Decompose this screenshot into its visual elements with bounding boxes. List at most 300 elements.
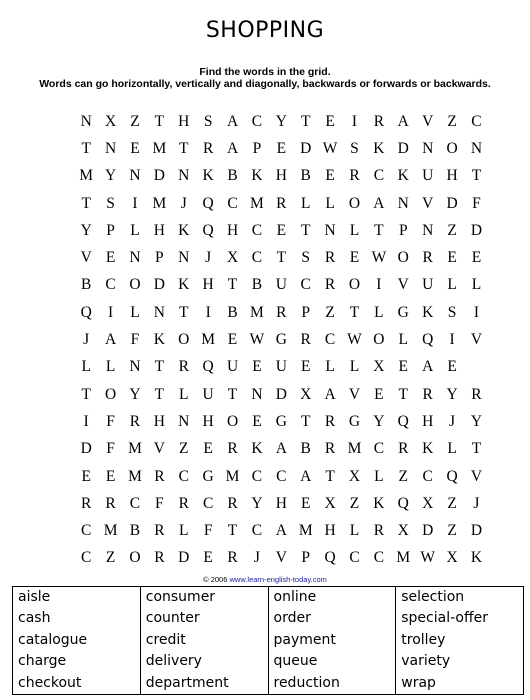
- grid-letter: L: [179, 522, 189, 540]
- grid-letter: N: [422, 221, 434, 239]
- website-link[interactable]: www.learn-english-today.com: [229, 575, 327, 584]
- grid-row: [74, 463, 483, 490]
- grid-letter: E: [300, 358, 311, 376]
- grid-letter: Y: [129, 385, 141, 403]
- grid-letter: Z: [447, 522, 457, 540]
- grid-letter: V: [80, 249, 92, 267]
- grid-letter: R: [81, 494, 92, 512]
- grid-letter: S: [350, 139, 359, 157]
- grid-letter: H: [226, 221, 239, 239]
- grid-letter: W: [420, 549, 435, 567]
- grid-letter: T: [81, 385, 91, 403]
- grid-letter: P: [155, 249, 164, 267]
- letter-grid: [74, 108, 483, 572]
- grid-row: [74, 436, 482, 463]
- grid-letter: Q: [397, 412, 409, 430]
- grid-letter: Q: [324, 549, 336, 567]
- grid-letter: V: [422, 112, 434, 130]
- grid-letter: E: [105, 249, 116, 267]
- grid-letter: Z: [325, 303, 335, 321]
- grid-letter: A: [275, 522, 287, 540]
- grid-row: [74, 108, 482, 135]
- grid-row: [74, 408, 483, 435]
- word-list-item: selection: [401, 589, 465, 605]
- grid-letter: R: [227, 549, 238, 567]
- grid-letter: R: [324, 412, 336, 430]
- grid-letter: M: [103, 522, 118, 540]
- grid-letter: T: [227, 522, 238, 540]
- grid-letter: C: [471, 112, 482, 130]
- word-list-item: payment: [273, 631, 336, 648]
- grid-letter: L: [130, 221, 140, 239]
- grid-letter: O: [373, 331, 385, 349]
- grid-row: [74, 217, 483, 244]
- grid-row: [74, 299, 480, 326]
- grid-letter: C: [251, 467, 263, 485]
- grid-letter: Q: [202, 358, 214, 376]
- word-list-item: catalogue: [18, 631, 88, 648]
- grid-letter: L: [130, 303, 140, 321]
- grid-letter: Y: [275, 112, 287, 130]
- word-list-item: department: [145, 674, 229, 691]
- grid-letter: O: [129, 549, 141, 567]
- grid-row: [74, 381, 482, 408]
- grid-letter: O: [446, 139, 458, 157]
- grid-letter: U: [226, 358, 239, 376]
- grid-letter: E: [81, 467, 91, 485]
- grid-letter: M: [225, 467, 240, 485]
- grid-letter: Q: [422, 331, 434, 349]
- grid-letter: E: [203, 440, 213, 458]
- grid-letter: O: [348, 276, 361, 294]
- word-column-2: [140, 587, 268, 695]
- grid-letter: H: [178, 112, 190, 130]
- grid-letter: X: [348, 467, 361, 485]
- grid-letter: O: [178, 331, 190, 349]
- grid-letter: G: [275, 412, 287, 430]
- grid-letter: A: [300, 467, 312, 485]
- grid-letter: M: [128, 440, 142, 458]
- grid-letter: E: [471, 249, 482, 267]
- grid-letter: G: [397, 303, 409, 321]
- grid-letter: F: [106, 440, 115, 458]
- grid-letter: P: [301, 303, 311, 321]
- grid-letter: N: [251, 385, 263, 403]
- grid-letter: A: [104, 331, 117, 349]
- grid-letter: X: [104, 112, 117, 130]
- grid-letter: F: [203, 522, 213, 540]
- grid-letter: L: [471, 276, 482, 294]
- grid-letter: T: [471, 167, 482, 185]
- grid-letter: X: [373, 358, 385, 376]
- grid-letter: T: [179, 139, 189, 157]
- grid-letter: K: [251, 440, 263, 458]
- grid-letter: K: [422, 440, 434, 458]
- grid-letter: Q: [446, 467, 458, 485]
- grid-letter: A: [422, 358, 434, 376]
- grid-letter: R: [276, 303, 287, 321]
- grid-letter: E: [227, 331, 238, 349]
- grid-letter: G: [275, 331, 287, 349]
- grid-letter: M: [250, 303, 264, 321]
- copyright-year: © 2006: [203, 575, 228, 584]
- grid-letter: Y: [80, 221, 92, 239]
- grid-letter: Z: [447, 112, 457, 130]
- grid-letter: M: [201, 331, 216, 349]
- word-list-item: charge: [18, 653, 67, 670]
- grid-letter: U: [422, 276, 434, 294]
- grid-letter: U: [202, 385, 214, 403]
- grid-letter: T: [300, 412, 311, 430]
- word-list-item: online: [273, 589, 317, 605]
- grid-letter: V: [275, 549, 287, 567]
- grid-letter: Z: [398, 467, 408, 485]
- grid-letter: R: [422, 249, 433, 267]
- grid-row: [74, 326, 483, 353]
- grid-letter: D: [300, 139, 312, 157]
- grid-letter: T: [349, 303, 360, 321]
- grid-letter: L: [447, 440, 457, 458]
- grid-letter: A: [373, 194, 385, 212]
- grid-letter: V: [397, 276, 409, 294]
- grid-row: [74, 190, 481, 217]
- grid-letter: L: [349, 522, 360, 540]
- grid-letter: M: [128, 467, 142, 485]
- grid-letter: P: [106, 221, 115, 239]
- grid-letter: S: [301, 249, 311, 267]
- puzzle-title: SHOPPING: [205, 18, 325, 43]
- grid-letter: K: [178, 221, 190, 239]
- grid-letter: N: [129, 249, 141, 267]
- grid-letter: T: [154, 112, 165, 130]
- grid-letter: R: [373, 522, 385, 540]
- grid-letter: R: [398, 440, 409, 458]
- grid-letter: W: [322, 139, 338, 157]
- grid-letter: E: [203, 549, 213, 567]
- grid-letter: S: [203, 112, 213, 130]
- grid-letter: Y: [104, 167, 117, 185]
- grid-letter: H: [202, 276, 214, 294]
- grid-letter: L: [325, 358, 335, 376]
- word-list-item: wrap: [401, 674, 436, 691]
- grid-letter: T: [227, 276, 238, 294]
- grid-letter: K: [202, 167, 214, 185]
- grid-letter: R: [324, 249, 336, 267]
- grid-letter: T: [325, 467, 335, 485]
- grid-letter: C: [178, 467, 189, 485]
- grid-letter: Z: [105, 549, 116, 567]
- grid-letter: C: [373, 167, 385, 185]
- grid-letter: H: [324, 522, 336, 540]
- grid-letter: M: [152, 194, 167, 212]
- grid-letter: L: [398, 331, 408, 349]
- word-list-item: order: [273, 610, 311, 627]
- grid-letter: E: [105, 467, 116, 485]
- grid-letter: T: [154, 358, 165, 376]
- grid-letter: U: [275, 358, 287, 376]
- grid-row: [74, 272, 482, 299]
- grid-letter: Q: [80, 303, 92, 321]
- grid-letter: L: [179, 385, 189, 403]
- grid-letter: E: [398, 358, 408, 376]
- grid-letter: M: [396, 549, 411, 567]
- grid-letter: B: [227, 303, 238, 321]
- grid-letter: C: [251, 112, 263, 130]
- word-list-item: aisle: [18, 589, 51, 605]
- grid-letter: B: [251, 276, 263, 294]
- copyright-notice: [0, 575, 530, 584]
- grid-letter: L: [374, 303, 384, 321]
- grid-letter: X: [422, 494, 434, 512]
- grid-letter: B: [227, 167, 238, 185]
- grid-letter: C: [202, 494, 214, 512]
- grid-letter: C: [300, 276, 311, 294]
- grid-letter: S: [447, 303, 457, 321]
- grid-letter: R: [300, 331, 311, 349]
- grid-letter: Z: [130, 112, 140, 130]
- grid-letter: C: [349, 549, 360, 567]
- grid-letter: M: [79, 167, 94, 185]
- grid-letter: M: [298, 522, 313, 540]
- grid-letter: D: [153, 276, 165, 294]
- grid-letter: H: [446, 167, 458, 185]
- grid-letter: I: [473, 303, 480, 321]
- grid-letter: O: [129, 276, 141, 294]
- grid-letter: I: [132, 194, 138, 212]
- grid-letter: O: [397, 249, 409, 267]
- grid-letter: J: [449, 412, 456, 430]
- grid-letter: R: [178, 494, 189, 512]
- grid-letter: N: [178, 249, 190, 267]
- grid-row: [74, 490, 480, 517]
- grid-letter: T: [300, 112, 311, 130]
- grid-letter: D: [470, 221, 483, 239]
- grid-letter: T: [81, 139, 91, 157]
- grid-row: [74, 244, 482, 271]
- grid-letter: I: [351, 112, 358, 130]
- grid-letter: R: [178, 358, 189, 376]
- grid-letter: R: [422, 385, 433, 403]
- grid-letter: N: [422, 139, 434, 157]
- word-column-1: [13, 587, 141, 695]
- grid-letter: L: [447, 276, 457, 294]
- grid-letter: D: [470, 522, 483, 540]
- grid-letter: A: [275, 440, 287, 458]
- grid-letter: P: [398, 221, 408, 239]
- grid-letter: Z: [447, 494, 457, 512]
- grid-letter: W: [347, 331, 362, 349]
- grid-letter: V: [153, 440, 165, 458]
- grid-letter: T: [374, 221, 384, 239]
- grid-letter: C: [324, 331, 336, 349]
- grid-letter: K: [422, 303, 434, 321]
- grid-letter: T: [154, 385, 165, 403]
- word-list-item: credit: [145, 631, 186, 648]
- grid-letter: R: [105, 494, 116, 512]
- grid-letter: W: [371, 249, 387, 267]
- grid-letter: K: [178, 276, 190, 294]
- grid-letter: R: [276, 194, 287, 212]
- grid-letter: H: [275, 494, 287, 512]
- word-list-item: variety: [401, 653, 451, 670]
- grid-letter: E: [300, 494, 311, 512]
- grid-letter: D: [80, 440, 92, 458]
- grid-letter: C: [105, 276, 116, 294]
- grid-letter: V: [470, 467, 483, 485]
- grid-letter: W: [249, 331, 265, 349]
- grid-letter: R: [154, 467, 165, 485]
- grid-letter: R: [324, 276, 336, 294]
- grid-letter: X: [324, 494, 336, 512]
- grid-letter: C: [422, 467, 433, 485]
- grid-letter: V: [470, 331, 483, 349]
- word-list-table: [12, 586, 524, 695]
- grid-letter: C: [81, 549, 92, 567]
- grid-letter: A: [324, 385, 336, 403]
- grid-letter: T: [276, 249, 287, 267]
- grid-letter: E: [276, 221, 287, 239]
- grid-letter: H: [153, 412, 165, 430]
- word-list-item: checkout: [18, 674, 82, 691]
- grid-letter: N: [104, 139, 117, 157]
- grid-letter: F: [130, 331, 140, 349]
- grid-letter: T: [471, 440, 482, 458]
- grid-letter: B: [300, 440, 311, 458]
- grid-letter: A: [397, 112, 409, 130]
- grid-letter: C: [373, 549, 385, 567]
- grid-letter: N: [324, 221, 336, 239]
- grid-letter: L: [105, 358, 116, 376]
- grid-letter: V: [348, 385, 361, 403]
- grid-letter: M: [250, 194, 264, 212]
- grid-letter: D: [178, 549, 190, 567]
- grid-letter: R: [373, 112, 385, 130]
- grid-letter: B: [81, 276, 92, 294]
- grid-letter: K: [373, 494, 385, 512]
- grid-letter: H: [202, 412, 214, 430]
- grid-letter: D: [275, 385, 287, 403]
- grid-letter: J: [253, 549, 260, 567]
- grid-letter: Q: [397, 494, 409, 512]
- grid-letter: Z: [179, 440, 189, 458]
- grid-letter: K: [470, 549, 483, 567]
- grid-letter: D: [446, 194, 458, 212]
- grid-row: [74, 354, 466, 381]
- grid-letter: T: [179, 303, 189, 321]
- grid-letter: X: [300, 385, 312, 403]
- grid-letter: A: [226, 139, 239, 157]
- word-list-item: queue: [273, 653, 318, 670]
- grid-letter: V: [422, 194, 434, 212]
- grid-letter: G: [202, 467, 214, 485]
- grid-letter: H: [275, 167, 287, 185]
- grid-letter: L: [300, 194, 311, 212]
- grid-letter: K: [397, 167, 409, 185]
- grid-letter: Y: [373, 412, 385, 430]
- word-list-item: trolley: [401, 631, 446, 648]
- grid-letter: R: [324, 440, 336, 458]
- grid-letter: P: [252, 139, 262, 157]
- grid-letter: F: [472, 194, 481, 212]
- grid-letter: E: [349, 249, 360, 267]
- grid-letter: E: [276, 139, 287, 157]
- grid-letter: U: [275, 276, 287, 294]
- grid-letter: L: [81, 358, 91, 376]
- grid-letter: C: [276, 467, 287, 485]
- grid-letter: C: [227, 194, 238, 212]
- grid-letter: Y: [470, 412, 483, 430]
- word-list-item: consumer: [145, 589, 216, 605]
- grid-letter: K: [153, 331, 165, 349]
- grid-letter: E: [447, 358, 457, 376]
- grid-letter: X: [446, 549, 458, 567]
- word-column-4: [396, 587, 524, 695]
- grid-letter: E: [252, 412, 262, 430]
- word-list-item: special-offer: [401, 610, 488, 627]
- grid-letter: L: [374, 467, 384, 485]
- grid-letter: N: [153, 303, 165, 321]
- grid-letter: R: [471, 385, 482, 403]
- word-list-item: reduction: [273, 674, 340, 691]
- grid-letter: R: [202, 139, 214, 157]
- grid-letter: N: [129, 358, 141, 376]
- grid-letter: U: [422, 167, 434, 185]
- grid-letter: C: [251, 522, 263, 540]
- grid-letter: K: [373, 139, 385, 157]
- grid-letter: B: [129, 522, 141, 540]
- grid-letter: O: [226, 412, 239, 430]
- grid-letter: R: [154, 522, 165, 540]
- grid-letter: J: [205, 249, 212, 267]
- grid-letter: Z: [349, 494, 360, 512]
- grid-row: [74, 545, 483, 572]
- grid-letter: E: [374, 385, 384, 403]
- grid-letter: T: [81, 194, 91, 212]
- grid-letter: D: [422, 522, 434, 540]
- grid-letter: N: [80, 112, 92, 130]
- grid-letter: L: [349, 221, 360, 239]
- word-column-3: [268, 587, 396, 695]
- grid-letter: R: [227, 494, 238, 512]
- grid-letter: M: [347, 440, 362, 458]
- grid-letter: E: [325, 112, 335, 130]
- grid-letter: D: [397, 139, 409, 157]
- instruction-line-2: Words can go horizontally, vertically and diagonally, backwards or forwards or backwards.: [39, 78, 491, 90]
- grid-letter: C: [373, 440, 385, 458]
- grid-letter: C: [251, 249, 263, 267]
- grid-letter: S: [106, 194, 115, 212]
- grid-letter: Q: [202, 221, 214, 239]
- grid-letter: Y: [251, 494, 263, 512]
- grid-letter: P: [301, 549, 311, 567]
- grid-letter: E: [130, 139, 140, 157]
- grid-letter: J: [473, 494, 480, 512]
- grid-letter: L: [325, 194, 335, 212]
- grid-letter: E: [447, 249, 457, 267]
- grid-letter: F: [155, 494, 164, 512]
- grid-letter: R: [227, 440, 238, 458]
- grid-letter: T: [300, 221, 311, 239]
- grid-letter: I: [83, 412, 89, 430]
- grid-letter: Y: [446, 385, 458, 403]
- grid-letter: C: [251, 221, 263, 239]
- grid-letter: E: [325, 167, 335, 185]
- grid-letter: Z: [447, 221, 457, 239]
- word-list-item: counter: [145, 610, 200, 627]
- grid-letter: R: [129, 412, 141, 430]
- grid-letter: J: [180, 194, 187, 212]
- grid-letter: N: [129, 167, 141, 185]
